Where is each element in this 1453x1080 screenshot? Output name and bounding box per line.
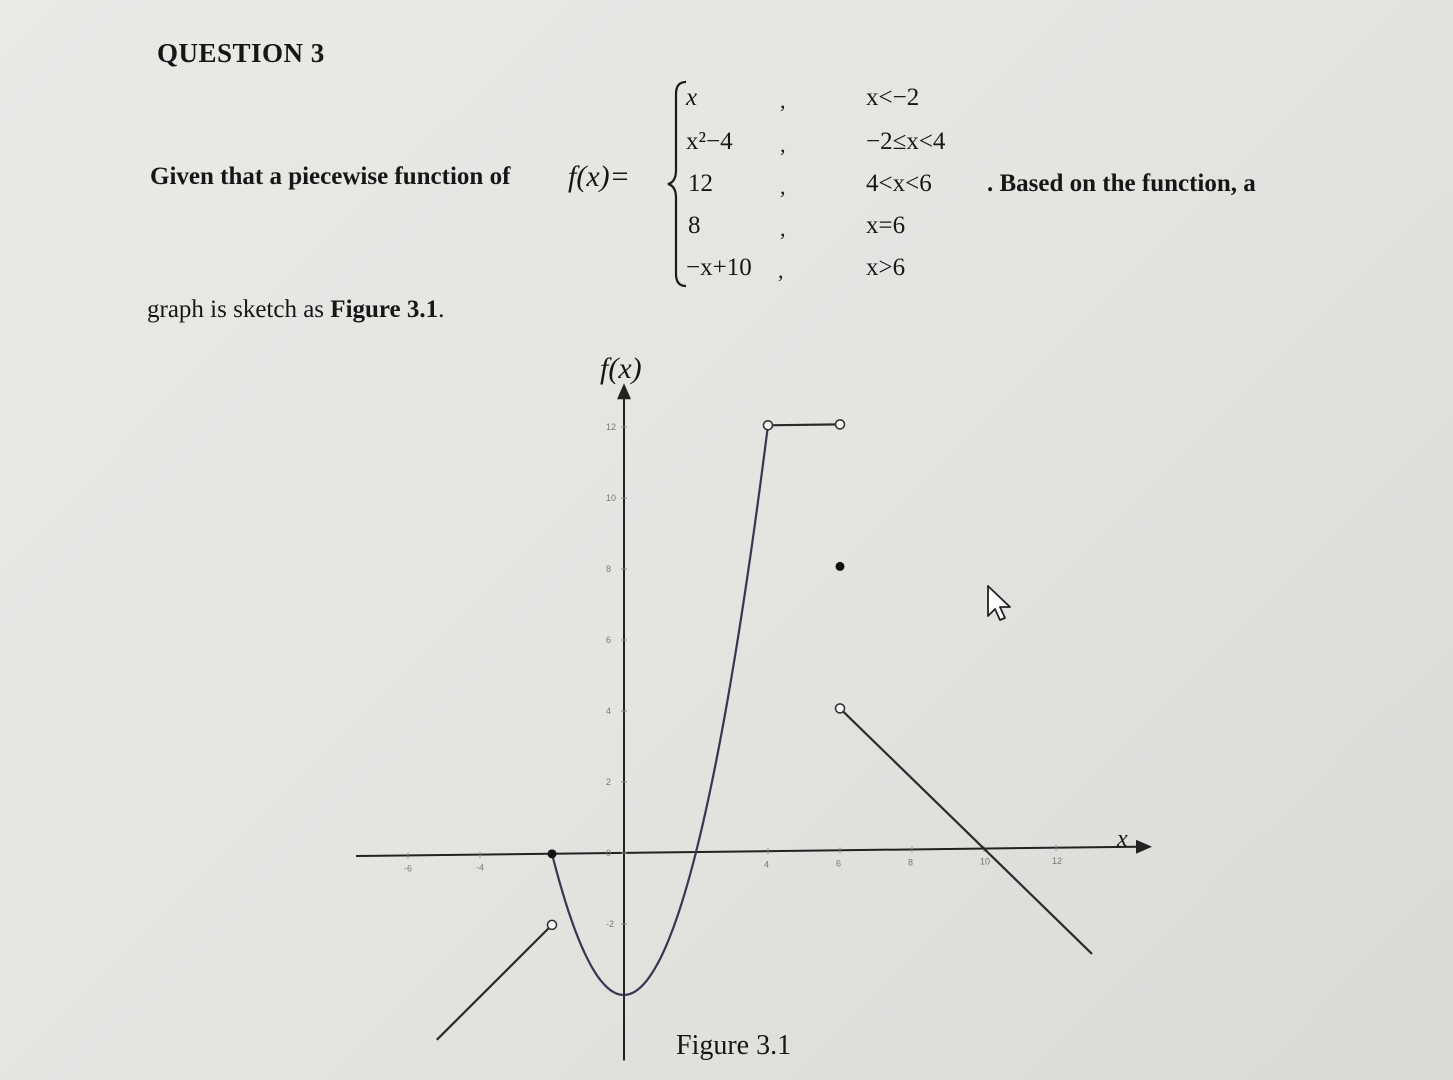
open-point-constant-start bbox=[764, 421, 773, 430]
y-tick-label: 4 bbox=[606, 706, 612, 716]
continuation-text: . Based on the function, a bbox=[987, 170, 1256, 197]
x-tick-label: 6 bbox=[836, 858, 842, 869]
case-4-condition: x=6 bbox=[866, 212, 906, 239]
y-tick-label: 10 bbox=[606, 493, 617, 503]
open-point-constant-end bbox=[836, 420, 845, 429]
case-2-expression: x²−4 bbox=[686, 128, 733, 155]
case-2-comma: , bbox=[780, 132, 786, 157]
x-tick-label: 4 bbox=[764, 859, 770, 870]
curve--x-10 bbox=[840, 708, 1092, 954]
x-tick-label: -6 bbox=[404, 863, 413, 874]
open-point-decreasing-start bbox=[836, 704, 845, 713]
case-5-expression: −x+10 bbox=[686, 254, 752, 281]
x-tick-label: 12 bbox=[1052, 855, 1063, 866]
function-label: f(x)= bbox=[568, 160, 630, 193]
graph-ticks bbox=[404, 422, 1062, 929]
intro-text: Given that a piecewise function of bbox=[150, 163, 511, 190]
y-tick-label: 2 bbox=[606, 777, 612, 787]
y-tick-label: 0 bbox=[606, 848, 612, 858]
curve-x-2-4 bbox=[552, 425, 768, 995]
y-axis-label: f(x) bbox=[600, 352, 642, 385]
case-5-comma: , bbox=[778, 258, 784, 283]
mouse-pointer-icon bbox=[988, 586, 1010, 620]
case-1-expression: x bbox=[686, 84, 698, 111]
graph-axes bbox=[356, 383, 1152, 1060]
case-4-comma: , bbox=[780, 216, 786, 241]
y-tick-label: -2 bbox=[606, 919, 615, 929]
case-1-condition: x<−2 bbox=[866, 84, 920, 111]
figure-reference: Figure 3.1 bbox=[330, 296, 439, 323]
case-5-condition: x>6 bbox=[866, 254, 906, 281]
x-axis-label: x bbox=[1117, 826, 1128, 852]
closed-point-parabola-start bbox=[548, 849, 557, 858]
x-tick-label: 8 bbox=[908, 857, 914, 868]
x-tick-label: -4 bbox=[476, 862, 485, 873]
closed-point-x-equals-6 bbox=[836, 562, 845, 571]
graph-curves bbox=[437, 424, 1092, 1039]
case-4-expression: 8 bbox=[688, 212, 701, 239]
case-2-condition: −2≤x<4 bbox=[866, 128, 946, 155]
x-axis-line bbox=[356, 847, 1138, 856]
case-3-expression: 12 bbox=[688, 170, 713, 197]
y-tick-label: 12 bbox=[606, 422, 617, 432]
case-1-comma: , bbox=[780, 88, 786, 113]
curve-12 bbox=[768, 424, 840, 425]
x-axis-arrowhead bbox=[1136, 840, 1152, 854]
question-heading: QUESTION 3 bbox=[157, 38, 325, 68]
figure-caption: Figure 3.1 bbox=[676, 1030, 792, 1061]
case-3-condition: 4<x<6 bbox=[866, 170, 932, 197]
x-tick-label: 10 bbox=[980, 856, 991, 867]
curve-x bbox=[437, 925, 552, 1040]
figure-reference-end: . bbox=[438, 296, 445, 323]
y-tick-label: 6 bbox=[606, 635, 612, 645]
figure-reference-prefix: graph is sketch as bbox=[147, 296, 325, 323]
open-point-linear-end bbox=[548, 920, 557, 929]
y-tick-label: 8 bbox=[606, 564, 612, 574]
case-3-comma: , bbox=[780, 174, 786, 199]
